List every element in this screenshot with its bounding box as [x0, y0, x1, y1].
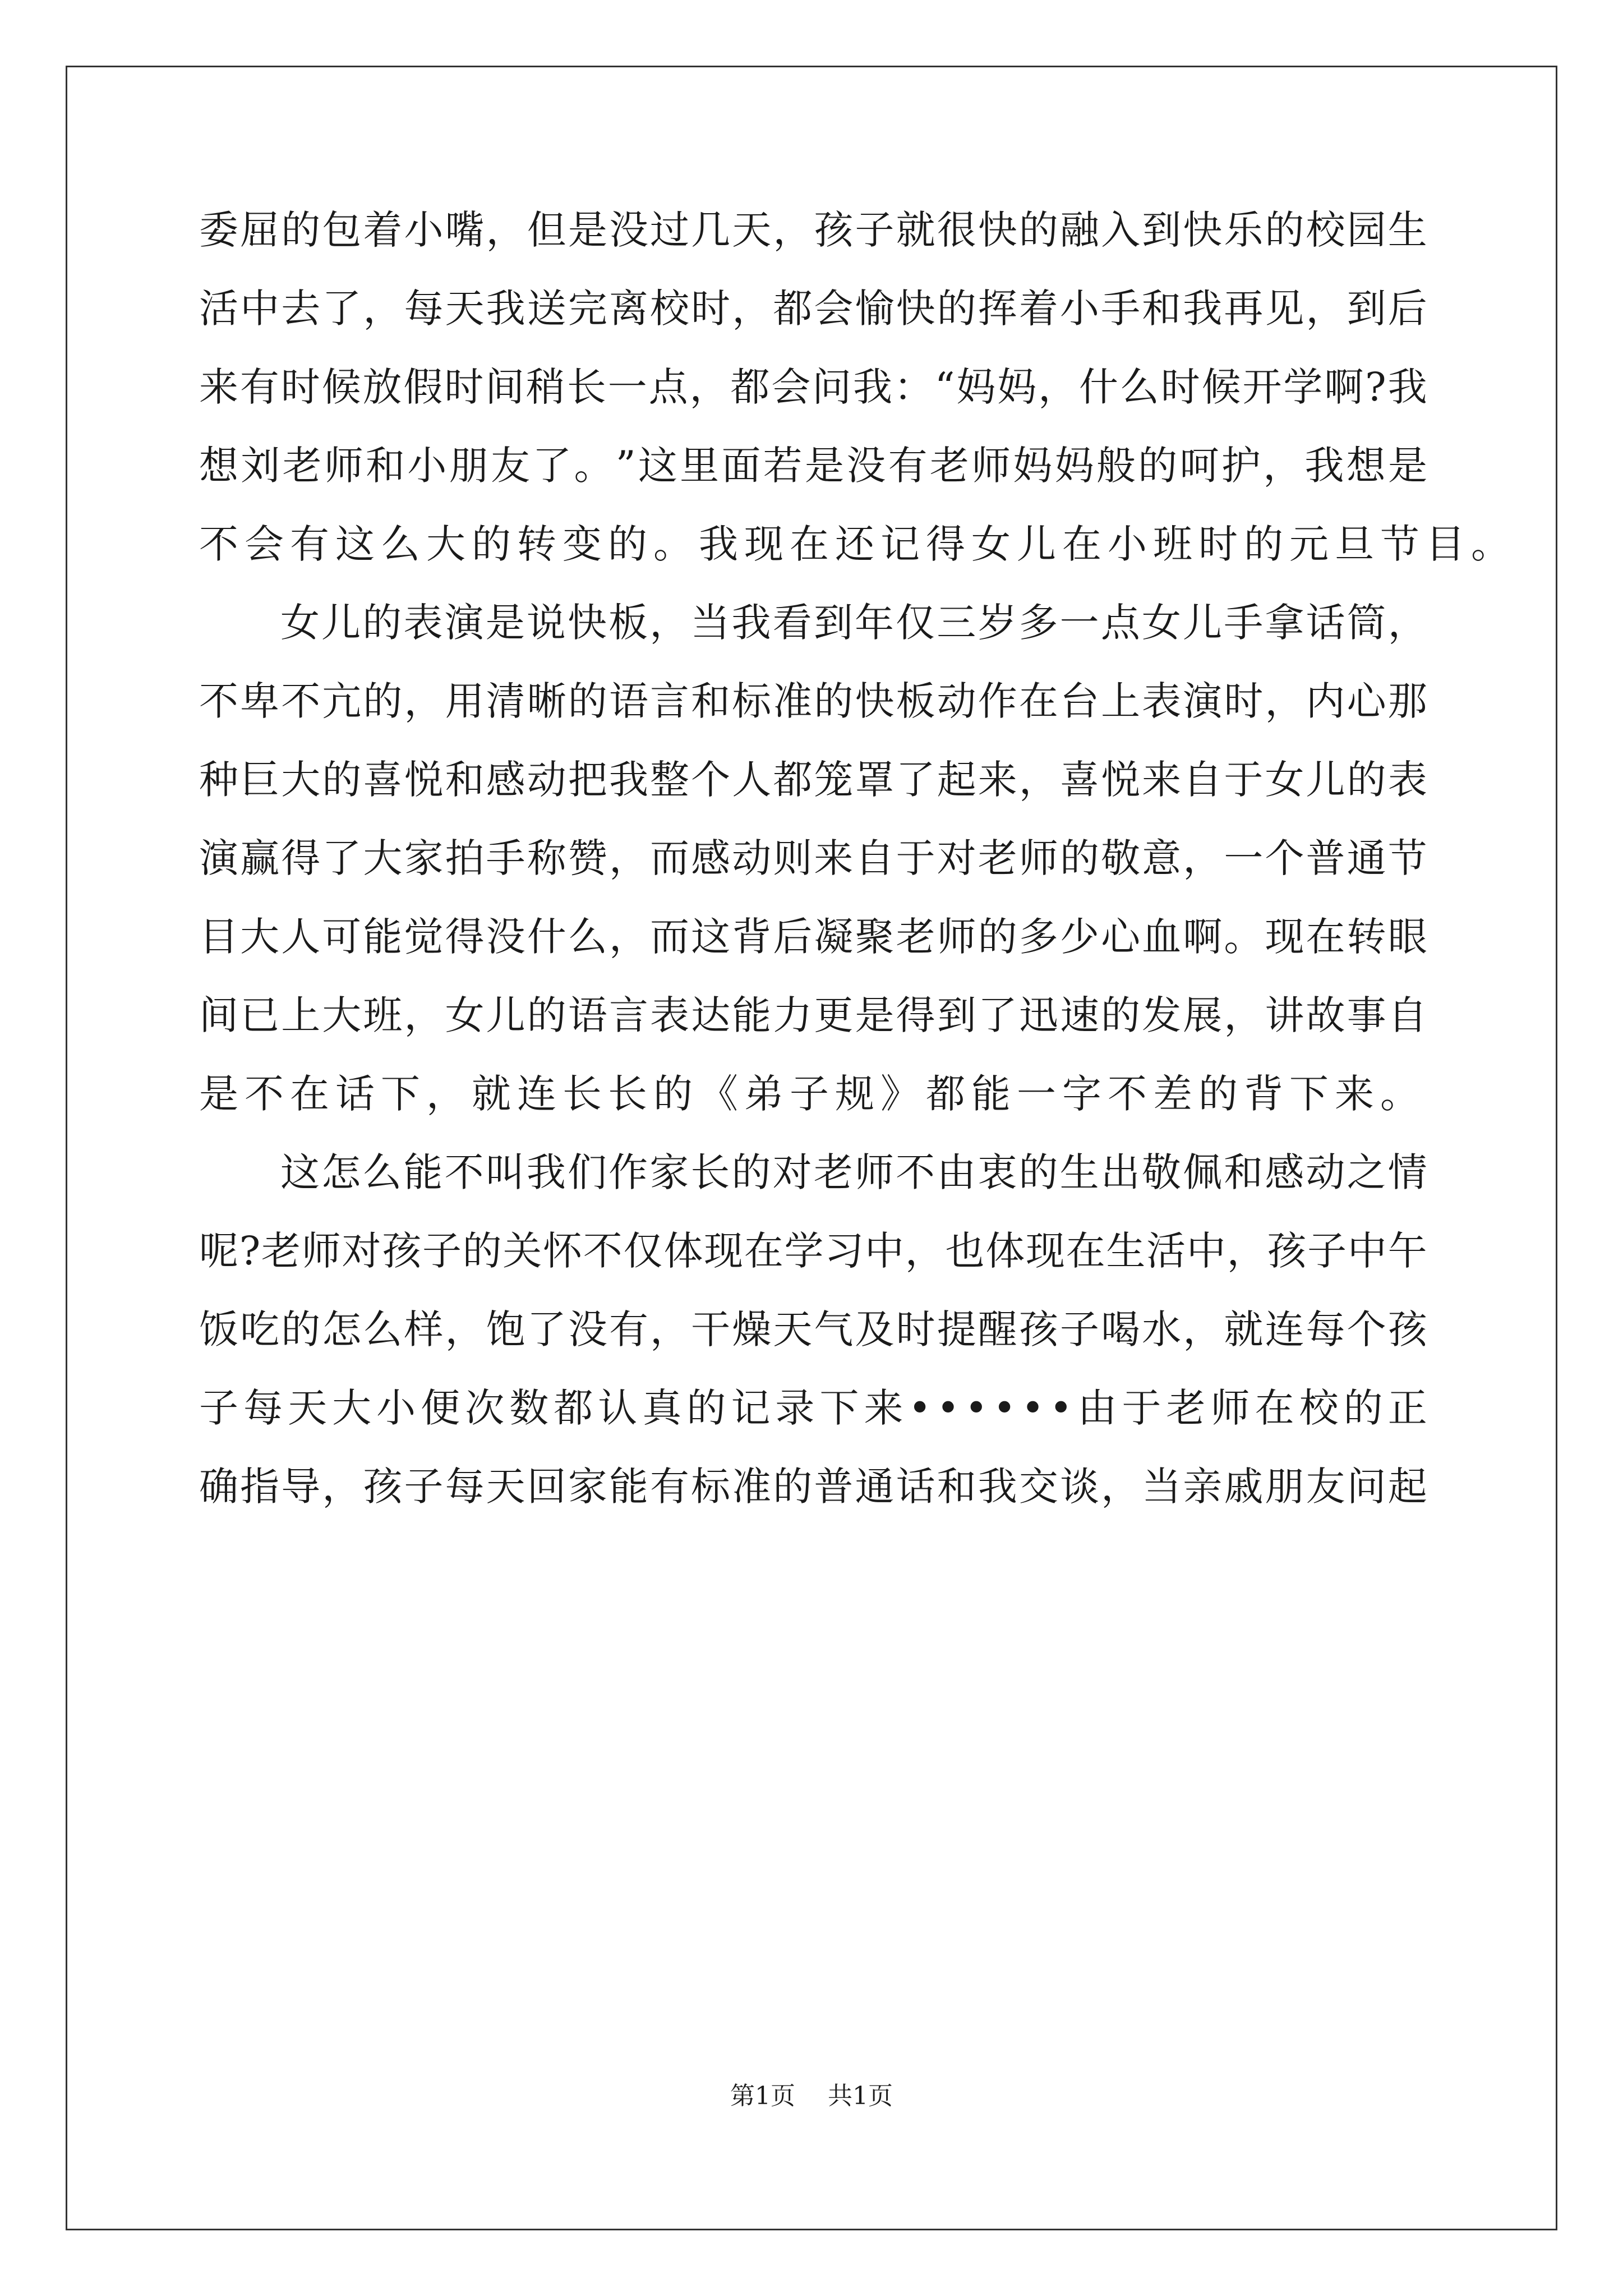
text-line: 间 已 上 大 班 ， 女 儿 的 语 言 表 达 能 力 更 是 得 到 了 迅 速 的 发 展 ， 讲 故 事 自	[199, 992, 1427, 1038]
text-line: 是不在话下，就连长长的《弟子规》都能一字不差的背下来。	[199, 1071, 1426, 1117]
text-line: 女 儿 的 表 演 是 说 快 板 ， 当 我 看 到 年 仅 三 岁 多 一 点 女 儿 手 拿 话 筒 ，	[280, 600, 1427, 646]
text-line: 子 每 天 大 小 便 次 数 都 认 真 的 记 录 下 来 • • • • • • 由 于 老 师 在 校 的 正	[199, 1385, 1427, 1431]
text-line: 活 中 去 了 ， 每 天 我 送 完 离 校 时 ， 都 会 愉 快 的 挥 着 小 手 和 我 再 见 ， 到 后	[199, 286, 1427, 332]
text-line: 想 刘 老 师 和 小 朋 友 了 。 ” 这 里 面 若 是 没 有 老 师 妈 妈 般 的 呵 护 ， 我 想 是	[199, 443, 1427, 489]
document-body	[199, 191, 1516, 1526]
text-line: 委 屈 的 包 着 小 嘴 ， 但 是 没 过 几 天 ， 孩 子 就 很 快 的 融 入 到 快 乐 的 校 园 生	[199, 207, 1427, 253]
text-line: 这 怎 么 能 不 叫 我 们 作 家 长 的 对 老 师 不 由 衷 的 生 出 敬 佩 和 感 动 之 情	[280, 1149, 1427, 1195]
text-line: 呢 ? 老 师 对 孩 子 的 关 怀 不 仅 体 现 在 学 习 中 ， 也 体 现 在 生 活 中 ， 孩 子 中 午	[199, 1228, 1427, 1274]
page-footer	[0, 2076, 1623, 2111]
text-line: 不会有这么大的转变的。我现在还记得女儿在小班时的元旦节目。	[199, 521, 1516, 567]
page-number: 第1页	[730, 2082, 795, 2110]
page-total: 共1页	[828, 2082, 893, 2110]
text-line: 不 卑 不 亢 的 ， 用 清 晰 的 语 言 和 标 准 的 快 板 动 作 在 台 上 表 演 时 ， 内 心 那	[199, 678, 1427, 724]
text-line: 种 巨 大 的 喜 悦 和 感 动 把 我 整 个 人 都 笼 罩 了 起 来 ， 喜 悦 来 自 于 女 儿 的 表	[199, 757, 1427, 803]
text-line: 演 赢 得 了 大 家 拍 手 称 赞 ， 而 感 动 则 来 自 于 对 老 师 的 敬 意 ， 一 个 普 通 节	[199, 835, 1427, 881]
text-line: 目 大 人 可 能 觉 得 没 什 么 ， 而 这 背 后 凝 聚 老 师 的 多 少 心 血 啊 。 现 在 转 眼	[199, 914, 1427, 960]
text-line: 饭 吃 的 怎 么 样 ， 饱 了 没 有 ， 干 燥 天 气 及 时 提 醒 孩 子 喝 水 ， 就 连 每 个 孩	[199, 1306, 1427, 1352]
text-line: 来 有 时 候 放 假 时 间 稍 长 一 点 ， 都 会 问 我 ： “ 妈 妈 ， 什 么 时 候 开 学 啊 ? 我	[199, 364, 1427, 410]
text-line: 确 指 导 ， 孩 子 每 天 回 家 能 有 标 准 的 普 通 话 和 我 交 谈 ， 当 亲 戚 朋 友 问 起	[199, 1464, 1427, 1510]
